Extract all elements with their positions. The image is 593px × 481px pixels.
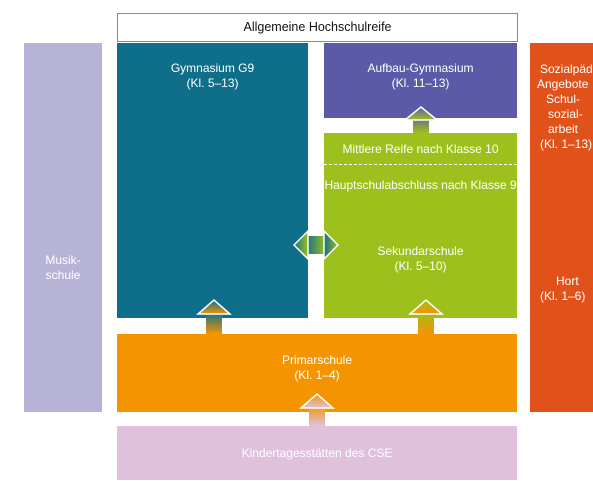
gymnasium-grades: (Kl. 5–13) [186, 76, 239, 90]
arrow-gymnasium-sekundarschule-exchange [294, 231, 338, 259]
sozial-line-6: (Kl. 1–13) [540, 137, 593, 151]
sozial-line-5: arbeit [548, 122, 579, 136]
musikschule-line1: Musik- [45, 253, 81, 267]
hort-title: Hort [556, 274, 579, 288]
sozial-line-2: Angebote [537, 77, 589, 91]
arrow-kita-to-primarschule [301, 394, 333, 426]
kita-label: Kindertagesstätten des CSE [241, 446, 393, 460]
sekundarschule-title: Sekundarschule [377, 244, 464, 258]
sekundarschule-grades: (Kl. 5–10) [394, 259, 447, 273]
hort-grades: (Kl. 1–6) [540, 289, 586, 303]
aufbau-gymnasium-title: Aufbau-Gymnasium [367, 61, 474, 75]
musikschule-line2: schule [45, 268, 81, 282]
arrow-primar-to-gymnasium [198, 300, 230, 334]
mittlere-reife-label: Mittlere Reife nach Klasse 10 [342, 142, 499, 156]
primarschule-title: Primarschule [281, 353, 353, 367]
arrow-primar-to-sekundarschule [410, 300, 442, 334]
sozial-line-3: Schul- [546, 92, 581, 106]
allgemeine-hochschulreife-label: Allgemeine Hochschulreife [243, 20, 392, 34]
hauptschulabschluss-label: Hauptschulabschluss nach Klasse 9 [324, 178, 517, 192]
sozial-line-4: sozial- [548, 107, 583, 121]
primarschule-grades: (Kl. 1–4) [294, 368, 340, 382]
sozial-line-1: Sozialpäd [540, 62, 593, 76]
arrow-sekundarschule-to-aufbau [405, 107, 437, 133]
aufbau-gymnasium-grades: (Kl. 11–13) [391, 76, 450, 90]
gymnasium-title: Gymnasium G9 [170, 61, 255, 75]
